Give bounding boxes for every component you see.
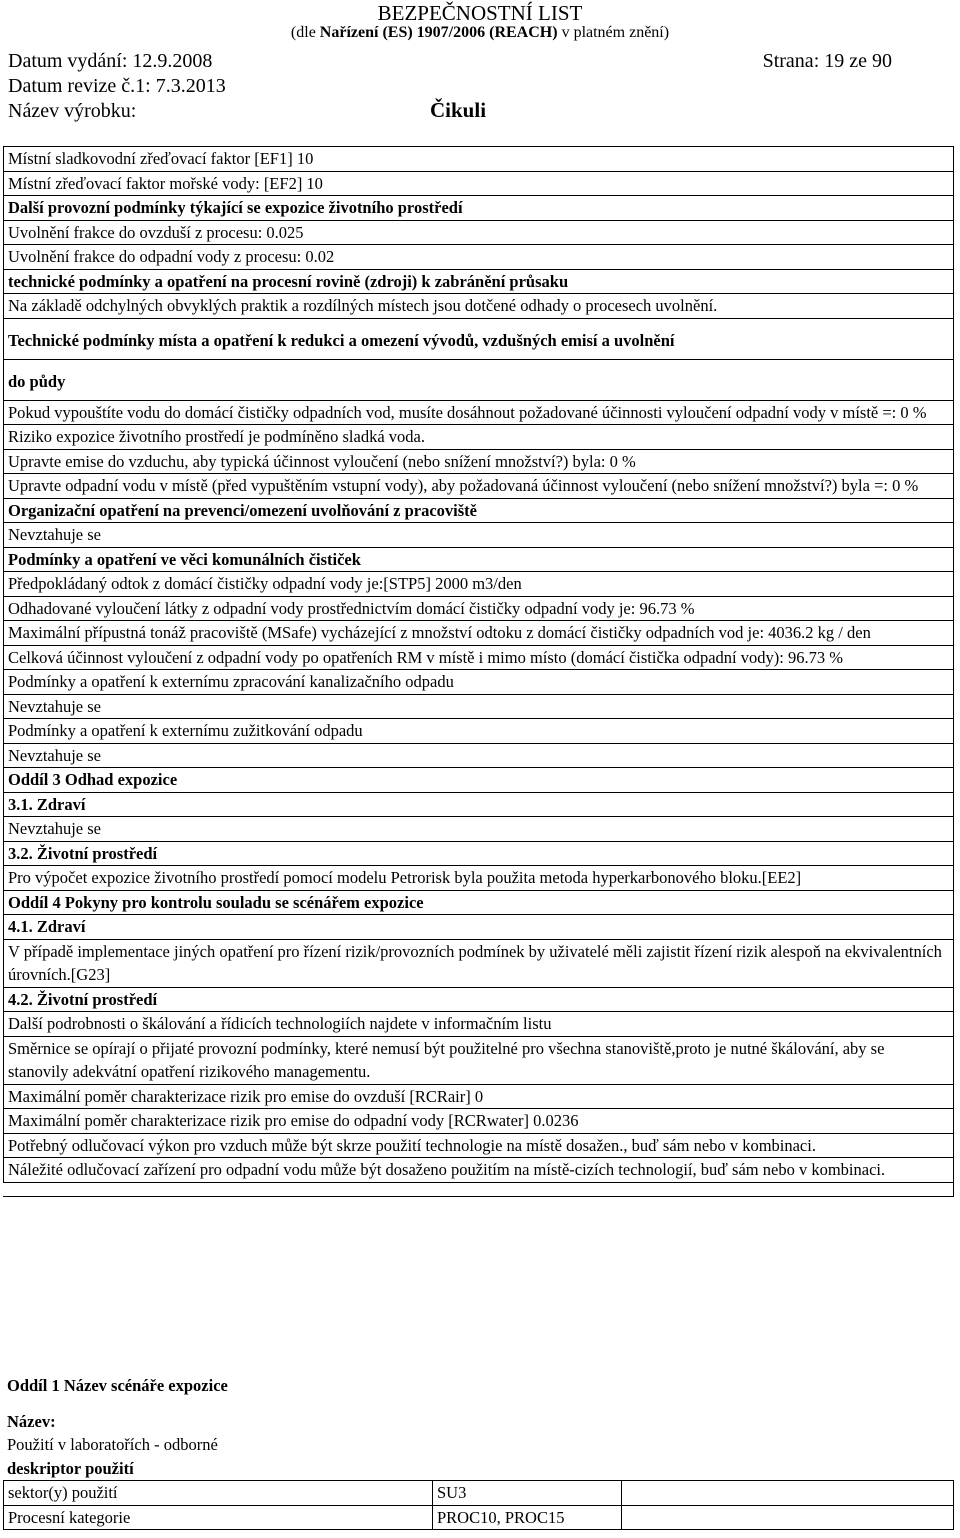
table-row [3, 1480, 954, 1506]
table-row: Náležité odlučovací zařízení pro odpadní vodu může být dosaženo použitím na místě-cizích technologií, buď sám nebo v kombinaci. [3, 1158, 954, 1183]
table-row: Maximální poměr charakterizace rizik pro emise do ovzduší [RCRair] 0 [3, 1085, 954, 1110]
subtitle-prefix: (dle [290, 24, 320, 41]
table-row-heading: Podmínky a opatření ve věci komunálních čističek [3, 548, 954, 573]
table-row-heading: 3.2. Životní prostředí [3, 842, 954, 867]
exposure-table [3, 146, 954, 1197]
table-row-heading: Oddíl 4 Pokyny pro kontrolu souladu se scénářem expozice [3, 891, 954, 916]
process-value: PROC10, PROC15 [433, 1506, 622, 1530]
table-row: Upravte emise do vzduchu, aby typická účinnost vyloučení (nebo snížení množství?) byla: 0 % [3, 450, 954, 475]
table-row-heading: Organizační opatření na prevenci/omezení uvolňování z pracoviště [3, 499, 954, 524]
table-row: Uvolnění frakce do odpadní vody z procesu: 0.02 [3, 245, 954, 270]
table-row: Podmínky a opatření k externímu zpracování kanalizačního odpadu [3, 670, 954, 695]
table-row: Předpokládaný odtok z domácí čističky odpadní vody je:[STP5] 2000 m3/den [3, 572, 954, 597]
table-row-heading: technické podmínky a opatření na procesní rovině (zdroji) k zabránění průsaku [3, 270, 954, 295]
table-row: Maximální poměr charakterizace rizik pro emise do odpadní vody [RCRwater] 0.0236 [3, 1109, 954, 1134]
table-row: Pro výpočet expozice životního prostředí pomocí modelu Petrorisk byla použita metoda hyperkarbonového bloku.[EE2] [3, 866, 954, 891]
table-row: Riziko expozice životního prostředí je podmíněno sladká voda. [3, 425, 954, 450]
table-row: Nevztahuje se [3, 744, 954, 769]
table-row-heading: Technické podmínky místa a opatření k redukci a omezení vývodů, vzdušných emisí a uvolnění [3, 319, 954, 360]
table-row: Upravte odpadní vodu v místě (před vypuštěním vstupní vody), aby požadovaná účinnost vyloučení (nebo snížení množství?) byla =: 0 % [3, 474, 954, 499]
table-row-heading: 3.1. Zdraví [3, 793, 954, 818]
name-label: Název: [7, 1411, 56, 1431]
table-row: Podmínky a opatření k externímu zužitkování odpadu [3, 719, 954, 744]
issue-date: Datum vydání: 12.9.2008 [8, 50, 213, 72]
exposure-scenario-section [3, 1374, 954, 1530]
table-row-heading: 4.2. Životní prostředí [3, 988, 954, 1013]
product-name: Čikuli [430, 98, 487, 122]
table-row: Další podrobnosti o škálování a řídicích technologiích najdete v informačním listu [3, 1012, 954, 1037]
name-value: Použití v laboratořích - odborné [7, 1435, 218, 1454]
table-row: V případě implementace jiných opatření pro řízení rizik/provozních podmínek by uživatelé měli zajistit řízení rizik alespoň na ekvivalentních úrovních.[G23] [3, 940, 954, 988]
table-row: Pokud vypouštíte vodu do domácí čističky odpadních vod, musíte dosáhnout požadované účinnosti vyloučení odpadní vody v místě =: 0 % [3, 401, 954, 426]
table-row-heading: Další provozní podmínky týkající se expozice životního prostředí [3, 196, 954, 221]
table-row: Místní zřeďovací faktor mořské vody: [EF2] 10 [3, 172, 954, 197]
table-row-heading: 4.1. Zdraví [3, 915, 954, 940]
table-row [3, 1506, 954, 1531]
section-title: Oddíl 1 Název scénáře expozice [7, 1376, 228, 1395]
table-row-heading: Oddíl 3 Odhad expozice [3, 768, 954, 793]
document-subtitle [0, 24, 960, 42]
revision-date: Datum revize č.1: 7.3.2013 [8, 75, 226, 97]
subtitle-suffix: v platném znění) [557, 24, 670, 41]
table-row: Potřebný odlučovací výkon pro vzduch může být skrze použití technologie na místě dosažen., buď sám nebo v kombinaci. [3, 1134, 954, 1159]
table-row: Maximální přípustná tonáž pracoviště (MSafe) vycházející z množství odtoku z domácí čističky odpadních vod je: 4036.2 kg / den [3, 621, 954, 646]
sector-value: SU3 [433, 1481, 622, 1505]
table-row-heading: do půdy [3, 360, 954, 401]
document-title: BEZPEČNOSTNÍ LIST [377, 1, 583, 25]
table-row: Nevztahuje se [3, 695, 954, 720]
table-row: Směrnice se opírají o přijaté provozní podmínky, které nemusí být použitelné pro všechna stanoviště,proto je nutné škálování, aby se stanovily adekvátní opatření rizikového managementu. [3, 1037, 954, 1085]
table-row: Nevztahuje se [3, 523, 954, 548]
table-row: Odhadované vyloučení látky z odpadní vody prostřednictvím domácí čističky odpadní vody je: 96.73 % [3, 597, 954, 622]
table-row: Uvolnění frakce do ovzduší z procesu: 0.025 [3, 221, 954, 246]
table-row: Celková účinnost vyloučení z odpadní vody po opatřeních RM v místě i mimo místo (domácí čistička odpadní vody): 96.73 % [3, 646, 954, 671]
table-gap [3, 1183, 954, 1197]
process-label: Procesní kategorie [4, 1506, 433, 1530]
page-number: Strana: 19 ze 90 [762, 50, 892, 72]
table-row: Na základě odchylných obvyklých praktik a rozdílných místech jsou dotčené odhady o procesech uvolnění. [3, 294, 954, 319]
sector-label: sektor(y) použití [4, 1481, 433, 1505]
subtitle-regulation: Nařízení (ES) 1907/2006 (REACH) [319, 24, 558, 41]
table-row: Nevztahuje se [3, 817, 954, 842]
descriptor-label: deskriptor použití [7, 1458, 134, 1478]
product-label: Název výrobku: [8, 100, 137, 122]
table-row: Místní sladkovodní zřeďovací faktor [EF1] 10 [3, 146, 954, 172]
